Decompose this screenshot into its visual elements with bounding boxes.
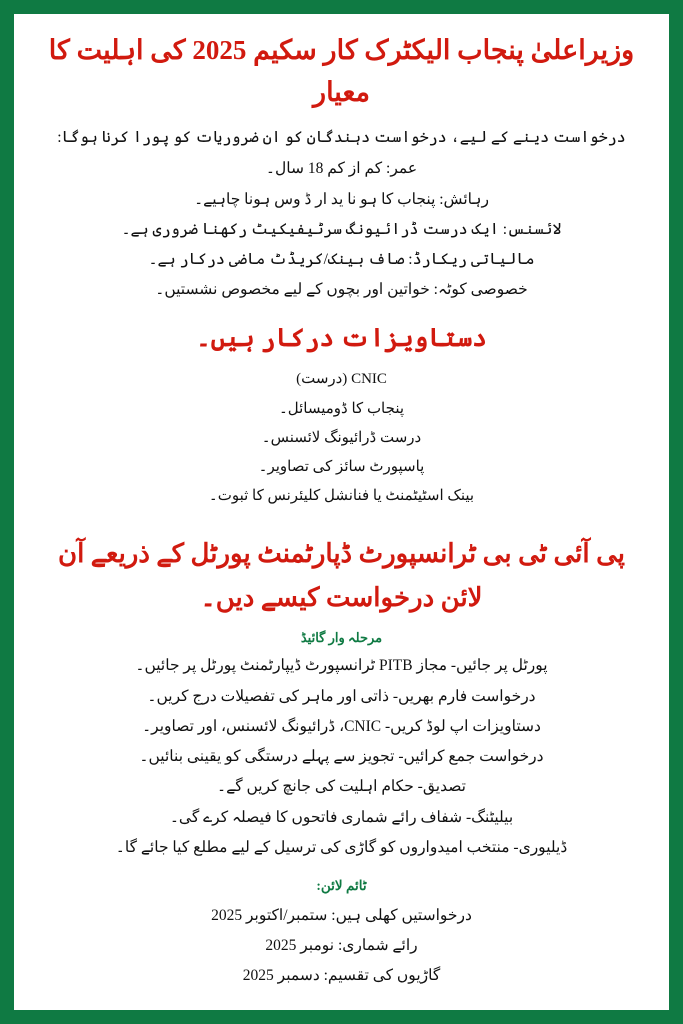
list-item: عمر: کم از کم 18 سال۔ <box>265 160 418 178</box>
steps-title: مرحلہ وار گائیڈ <box>300 630 383 646</box>
list-item: مالیاتی ریکارڈ: صاف بینک/کریڈٹ ماضی درکار ہے۔ <box>148 251 535 269</box>
list-item: پورٹل پر جائیں- مجاز PITB ٹرانسپورٹ ڈیپارٹمنٹ پورٹل پر جائیں۔ <box>135 657 548 675</box>
list-item: خصوصی کوٹہ: خواتین اور بچوں کے لیے مخصوص نشستیں۔ <box>155 281 528 299</box>
list-item: پنجاب کا ڈومیسائل۔ <box>278 400 405 417</box>
eligibility-lead: درخواست دینے کے لیے، درخواست دہندگان کو ان ضروریات کو پورا کرنا ہوگا: <box>57 128 626 146</box>
apply-heading: پی آئی ٹی بی ٹرانسپورٹ ڈپارٹمنٹ پورٹل کے ذریعے آن لائن درخواست کیسے دیں۔ <box>57 538 626 612</box>
list-item: رہائش: پنجاب کا ہو نا ید ار ڈ وس ہونا چاہیے۔ <box>194 190 489 208</box>
list-item: رائے شماری: نومبر 2025 <box>265 936 418 954</box>
list-item: پاسپورٹ سائز کی تصاویر۔ <box>258 459 425 476</box>
list-item: گاڑیوں کی تقسیم: دسمبر 2025 <box>242 967 441 985</box>
timeline-list <box>40 901 643 992</box>
documents-list <box>40 365 643 511</box>
list-item: درخواستیں کھلی ہیں: ستمبر/اکتوبر 2025 <box>211 906 472 924</box>
poster-content <box>14 14 669 1010</box>
steps-list <box>40 651 643 863</box>
list-item: درست ڈرائیونگ لائسنس۔ <box>261 429 422 446</box>
documents-heading: دستاویزات درکار ہیں۔ <box>196 325 487 353</box>
list-item: دستاویزات اپ لوڈ کریں- CNIC، ڈرائیونگ لائسنس، اور تصاویر۔ <box>142 717 541 735</box>
list-item: درخواست جمع کرائیں- تجویز سے پہلے درستگی کو یقینی بنائیں۔ <box>139 748 544 766</box>
list-item: درخواست فارم بھریں- ذاتی اور ماہر کی تفصیلات درج کریں۔ <box>147 687 536 705</box>
list-item: بیلیٹنگ- شفاف رائے شماری فاتحوں کا فیصلہ کرے گی۔ <box>169 808 514 826</box>
list-item: تصدیق- حکام اہلیت کی جانچ کریں گے۔ <box>217 778 466 796</box>
list-item: بینک اسٹیٹمنٹ یا فنانشل کلیئرنس کا ثبوت۔ <box>208 488 475 505</box>
list-item: لائسنس: ایک درست ڈرائیونگ سرٹیفیکیٹ رکھنا ضروری ہے۔ <box>121 220 562 238</box>
list-item: CNIC (درست) <box>296 371 387 388</box>
timeline-heading: ٹائم لائن: <box>316 878 367 893</box>
page-title: وزیراعلیٰ پنجاب الیکٹرک کار سکیم 2025 کی اہلیت کا معیار <box>48 35 635 107</box>
list-item: ڈیلیوری- منتخب امیدواروں کو گاڑی کی ترسیل کے لیے مطلع کیا جائے گا۔ <box>115 838 568 856</box>
eligibility-list <box>40 154 643 305</box>
